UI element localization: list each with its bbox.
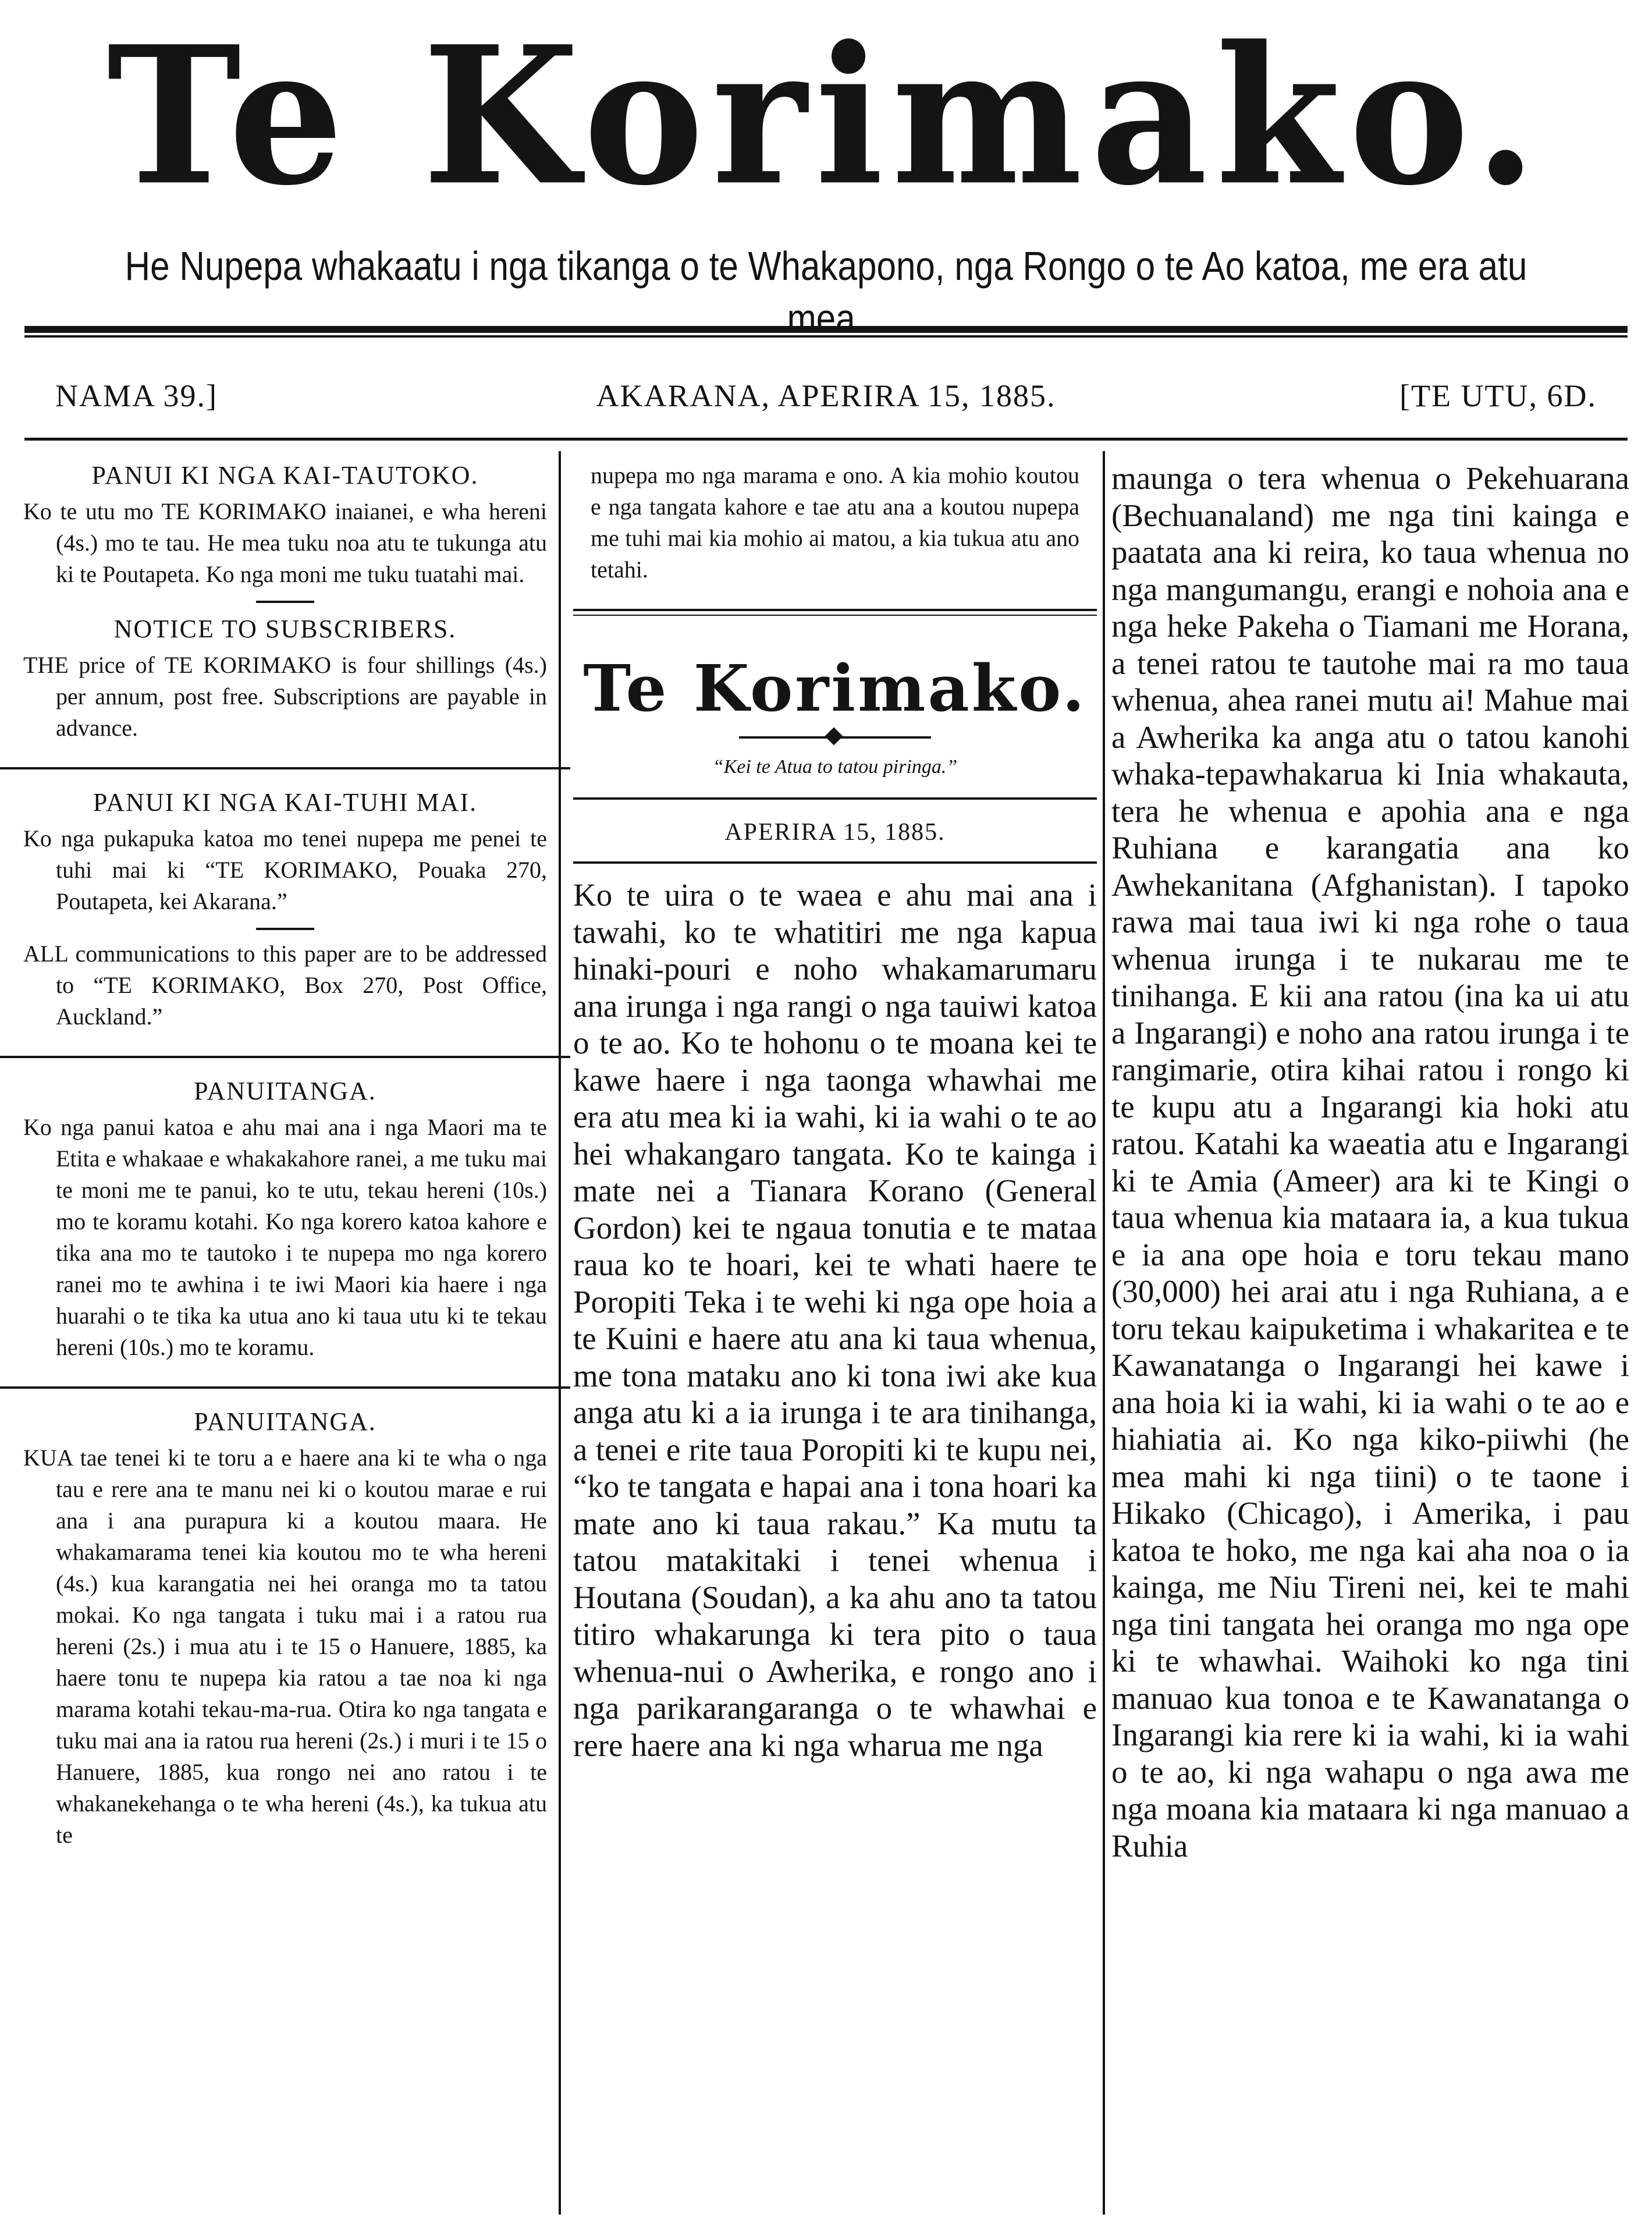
section-text-notice: THE price of TE KORIMAKO is four shillings (4s.) per annum, post free. Subscriptions are payable in advance. <box>23 652 547 741</box>
column-2 <box>573 460 1097 1764</box>
leader-date: APERIRA 15, 1885. <box>724 819 946 846</box>
leader-motto: “Kei te Atua to tatou piringa.” <box>712 756 958 778</box>
leader-bottom-rule <box>573 861 1097 864</box>
diamond-icon <box>825 727 843 745</box>
section-title-kai-tautoko: PANUI KI NGA KAI-TAUTOKO. <box>91 461 479 489</box>
issue-place-date: AKARANA, APERIRA 15, 1885. <box>596 378 1056 413</box>
continued-text: nupepa mo nga marama e ono. A kia mohio koutou e nga tangata kahore e tae atu ana a koutou nupepa me tuhi mai kia mohio ai matou, a kia tukua atu ano tetahi. <box>591 462 1079 583</box>
section-divider <box>256 928 314 930</box>
leader-top-rule-thin <box>573 615 1097 616</box>
section-title-notice: NOTICE TO SUBSCRIBERS. <box>113 615 457 643</box>
section-text-communications: ALL communications to this paper are to be addressed to “TE KORIMAKO, Box 270, Post Office, Auckland.” <box>23 941 547 1030</box>
issue-number: NAMA 39.] <box>55 378 218 413</box>
leader-mid-rule <box>573 797 1097 800</box>
ornament-rule <box>739 730 931 745</box>
section-text-kai-tautoko: Ko te utu mo TE KORIMAKO inaianei, e wha hereni (4s.) mo te tau. He mea tuku noa atu te tukunga atu ki te Poutapeta. Ko nga moni me tuku tuatahi mai. <box>23 498 547 587</box>
article-continuation: maunga o tera whenua o Pekehuarana (Bechuanaland) me nga tini kainga e paatata ana ki reira, ko taua whenua no nga mangumangu, erangi e nohoia ana e nga heke Pakeha o Tiamani me Horana, a tenei ratou te tautohe mai ra mo taua whenua, ahea ranei mutu ai! Mahue mai a Awherika ka anga atu o tatou kanohi whaka-tepawhakarua ki Inia whakauta, tera he whenua e apohia ana e nga Ruhiana e karangatia ana ko Awhekanitana (Afghanistan). I tapoko rawa mai taua iwi ki nga rohe o taua whenua irunga i te nukarau me te tinihanga. E kii ana ratou (ina ka ui atu a Ingarangi) e noho ana ratou irunga i te rangimarie, otira kihai ratou i rongo ki te kupu atu a Ingarangi kia hoki atu ratou. Katahi ka waeatia atu e Ingarangi ki te Amia (Ameer) ara ki te Kingi o taua whenua kia mataara ia, a kua tukua e ia ana ope hoia e toru tekau mano (30,000) hei arai atu i nga Ruhiana, a e toru tekau kaipuketima i whakaritea e te Kawanatanga o Ingarangi hei kawe i ana hoia ki ia wahi, ki ia wahi o te ao e hiahiatia ai. Ko nga kiko-piiwhi (he mea mahi ki nga tiini) o te taone i Hikako (Chicago), i Amerika, i pau katoa te hoko, me nga kai aha noa o ia kainga, me Niu Tireni nei, kei te mahi nga tini tangata hei oranga mo nga ope ki te whawhai. Waihoki ko nga tini manuao kua tonoa e te Kawanatanga o Ingarangi kia rere ki ia wahi, ki ia wahi o te ao, ki nga wahapu o nga awa me nga moana kia mataara ki nga manuao a Ruhia <box>1111 460 1629 1864</box>
leader-nameplate: Te Korimako. <box>583 651 1087 726</box>
section-title-kai-tuhi: PANUI KI NGA KAI-TUHI MAI. <box>93 788 478 817</box>
column-3 <box>1111 460 1629 1864</box>
section-title-panuitanga-1: PANUITANGA. <box>194 1077 376 1105</box>
column-divider-2 <box>1103 451 1105 2215</box>
leader-top-rule <box>573 609 1097 611</box>
masthead-title: Te Korimako. <box>106 5 1546 228</box>
leader-article: Ko te uira o te waea e ahu mai ana i tawahi, ko te whatitiri me nga kapua hinaki-pouri e noho whakamarumaru ana irunga i nga rangi o nga tauiwi katoa o te ao. Ko te hohonu o te moana kei te kawe haere i nga taonga whawhai me era atu mea ki ia wahi, ki ia wahi o te ao hei whakangaro tangata. Ko te kainga i mate nei a Tianara Korano (General Gordon) kei te ngaua tonutia e te mataa raua ko te hoari, kei te whati haere te Poropiti Teka i te wehi ki nga ope hoia a te Kuini e haere atu ana ki taua whenua, me tona mataku ano ki tona iwi ake kua anga atu ki a ia irunga i te ara tinihanga, a tenei e rite taua Poropiti ki te kupu nei, “ko te tangata e hapai ana i tona hoari ka mate ano ki taua rakau.” Ka mutu ta tatou matakitaki i tenei whenua i Houtana (Soudan), a ka ahu ano ta tatou titiro whakarunga ki tera pito o taua whenua-nui o Awherika, e rongo ano i nga parikarangaranga o te whawhai e rere haere ana ki nga wharua me nga <box>573 877 1097 1763</box>
section-rule <box>0 767 570 769</box>
section-title-panuitanga-2: PANUITANGA. <box>194 1407 376 1436</box>
masthead-rule <box>24 326 1628 338</box>
column-1 <box>23 460 547 1851</box>
section-rule <box>0 1056 570 1058</box>
section-divider <box>256 601 314 603</box>
section-text-panuitanga-2: KUA tae tenei ki te toru a e haere ana ki te wha o nga tau e rere ana te manu nei ki o koutou marae e rui ana i ana purapura ki a koutou maara. He whakamarama tenei kia koutou mo te wha hereni (4s.) kua karangatia nei hei oranga mo ta tatou mokai. Ko nga tangata i tuku mai i a ratou rua hereni (2s.) i mua atu i te 15 o Hanuere, 1885, ka haere tonu te nupepa kia ratou a tae noa ki nga marama kotahi tekau-ma-rua. Otira ko nga tangata e tuku mai ana ia ratou rua hereni (2s.) i muri i te 15 o Hanuere, 1885, kua rongo nei ano ratou i te whakanekehanga o te wha hereni (4s.), ka tukua atu te <box>23 1445 547 1848</box>
header-bottom-rule <box>24 438 1628 441</box>
section-rule <box>0 1386 570 1389</box>
column-divider-1 <box>559 451 561 2215</box>
section-text-panuitanga-1: Ko nga panui katoa e ahu mai ana i nga Maori ma te Etita e whakaae e whakakahore ranei, a me tuku mai te moni me te panui, ko te utu, tekau hereni (10s.) mo te koramu kotahi. Ko nga korero katoa kahore e tika ana mo te tautoko i te nupepa mo nga korero ranei mo te awhina i te iwi Maori kia haere i nga huarahi o te tika ka utua ano ki taua utu ki te tekau hereni (10s.) mo te koramu. <box>23 1114 547 1360</box>
issue-price: [TE UTU, 6D. <box>1399 378 1597 413</box>
masthead-motto: He Nupepa whakaatu i nga tikanga o te Whakapono, nga Rongo o te Ao katoa, me era atu mea. <box>125 243 1527 341</box>
section-text-kai-tuhi: Ko nga pukapuka katoa mo tenei nupepa me penei te tuhi mai ki “TE KORIMAKO, Pouaka 270, Poutapeta, kei Akarana.” <box>23 825 547 914</box>
